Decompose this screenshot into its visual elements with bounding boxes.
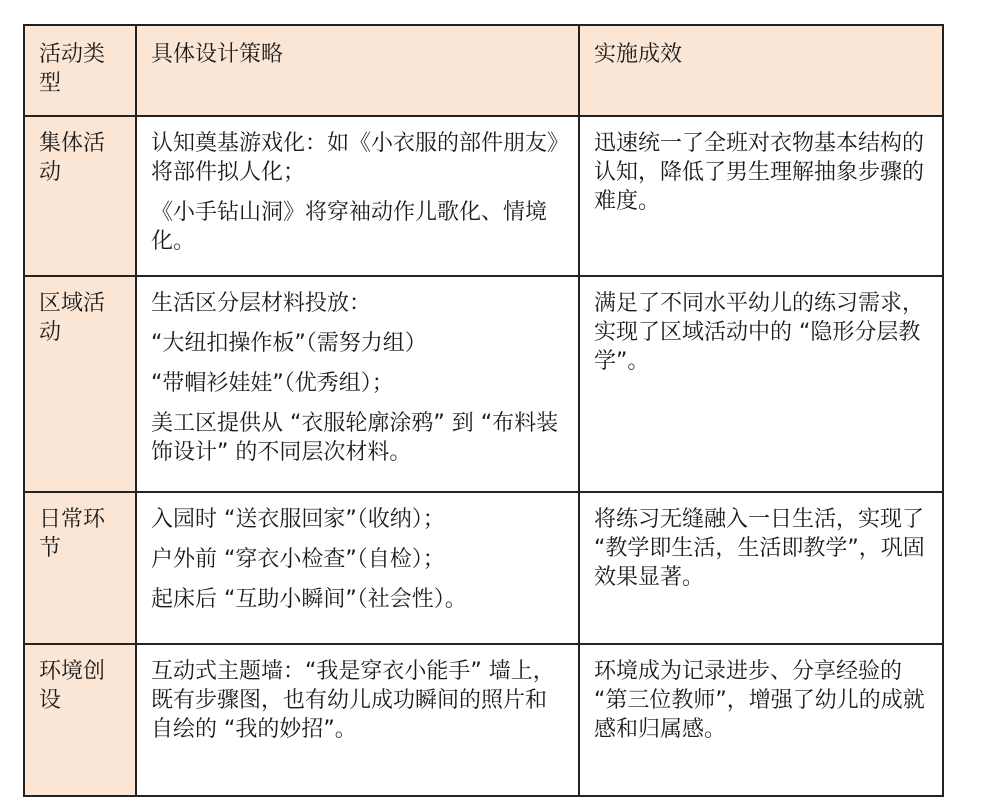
strategy-cell bbox=[136, 276, 579, 492]
strategy-cell bbox=[136, 116, 579, 276]
effect-cell: 迅速统一了全班对衣物基本结构的认知，降低了男生理解抽象步骤的难度。 bbox=[579, 116, 943, 276]
strategy-text: 《小手钻山洞》将穿袖动作儿歌化、情境化。 bbox=[151, 200, 548, 254]
strategy-table bbox=[23, 24, 944, 797]
table-header-row bbox=[24, 25, 943, 116]
strategy-table-container bbox=[23, 24, 942, 797]
table-row bbox=[24, 492, 943, 644]
strategy-text: “带帽衫娃娃”（优秀组）； bbox=[151, 371, 394, 396]
activity-type-cell: 集体活动 bbox=[24, 116, 136, 276]
strategy-text: 户外前 “穿衣小检查”（自检）； bbox=[151, 547, 445, 572]
table-row bbox=[24, 276, 943, 492]
strategy-text: 互动式主题墙：“我是穿衣小能手” 墙上，既有步骤图，也有幼儿成功瞬间的照片和自绘的 “我的妙招”。 bbox=[151, 659, 555, 742]
table-row bbox=[24, 644, 943, 796]
strategy-cell bbox=[136, 492, 579, 644]
activity-type-cell: 环境创设 bbox=[24, 644, 136, 796]
strategy-text: 起床后 “互助小瞬间”（社会性）。 bbox=[151, 587, 467, 612]
strategy-text: 入园时 “送衣服回家”（收纳）； bbox=[151, 507, 445, 532]
header-effect: 实施成效 bbox=[579, 25, 943, 116]
effect-cell: 将练习无缝融入一日生活，实现了 “教学即生活，生活即教学”，巩固效果显著。 bbox=[579, 492, 943, 644]
activity-type-cell: 日常环节 bbox=[24, 492, 136, 644]
strategy-text: 美工区提供从 “衣服轮廓涂鸦” 到 “布料装饰设计” 的不同层次材料。 bbox=[151, 411, 559, 465]
strategy-cell bbox=[136, 644, 579, 796]
activity-type-cell: 区域活动 bbox=[24, 276, 136, 492]
strategy-text: 认知奠基游戏化：如《小衣服的部件朋友》将部件拟人化； bbox=[151, 131, 559, 185]
header-activity-type: 活动类型 bbox=[24, 25, 136, 116]
strategy-text: 生活区分层材料投放： bbox=[151, 291, 372, 316]
effect-cell: 满足了不同水平幼儿的练习需求，实现了区域活动中的 “隐形分层教学”。 bbox=[579, 276, 943, 492]
table-row bbox=[24, 116, 943, 276]
strategy-text: “大纽扣操作板”（需努力组） bbox=[151, 331, 427, 356]
effect-cell: 环境成为记录进步、分享经验的 “第三位教师”，增强了幼儿的成就感和归属感。 bbox=[579, 644, 943, 796]
header-design-strategy: 具体设计策略 bbox=[136, 25, 579, 116]
